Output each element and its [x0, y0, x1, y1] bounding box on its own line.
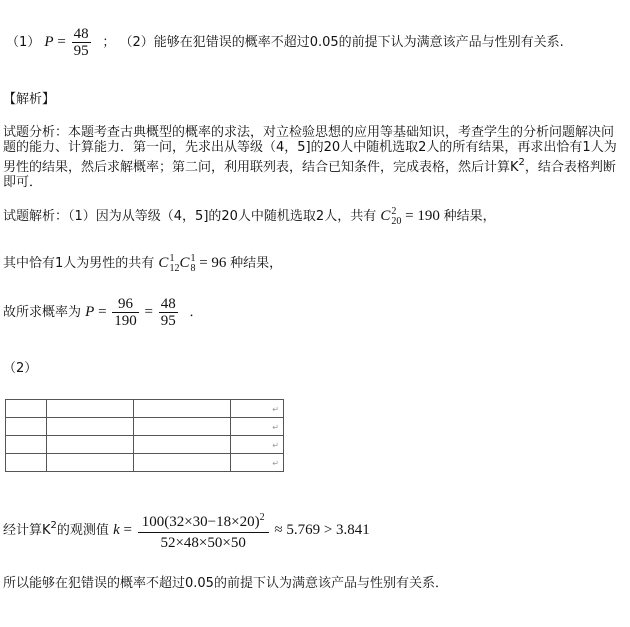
table-row [6, 400, 284, 418]
calculation-line: 经计算$K^2$的观测值 k = $\frac{100(32\times 30-18\times 20)^2}{52\times 48\times 50\times 50}$ ≈ 5.769 > 3.841 [3, 512, 370, 551]
contingency-table [5, 399, 284, 472]
solution-line-2: 其中恰有1人为男性的共有 C 1 12 C 1 8 = 96 种结果， [3, 252, 283, 274]
chi-square-fraction: $\frac{100(32\times 30-18\times 20)^2}{52\times 48\times 50\times 50}$ [138, 510, 269, 551]
part2-label: （2） [3, 361, 38, 376]
chi-square-formula: k = $\frac{100(32\times 30-18\times 20)^2}{52\times 48\times 50\times 50}$ ≈ 5.769 > 3.841 [113, 512, 370, 551]
answer-fraction: $\frac{48}{95}$ [73, 26, 89, 59]
paragraph-mark-icon: ↵ [272, 441, 279, 450]
probability-formula: P = $\frac{96}{190}$ = $\frac{48}{95}$ [85, 296, 176, 329]
table-row [6, 418, 284, 436]
table-row [6, 454, 284, 472]
answer-separator: ； [102, 34, 116, 50]
answer-line [6, 26, 564, 59]
analysis-heading: 【解析】 [3, 92, 56, 107]
analysis-paragraph: 试题分析：本题考查古典概型的概率的求法，对立检验思想的应用等基础知识，考查学生的分析问题解决问题的能力、计算能力．第一问，先求出从等级（4，5]的20人中随机选取2人的所有结果，再求出恰有1人为男性的结果，然后求解概率；第二问，利用联列表，结合已知条件，完成表格，然后计算$K^2$，结合表格判断即可． [3, 125, 617, 190]
solution-line-3: 故所求概率为 P = $\frac{96}{190}$ = $\frac{48}{95}$ ． [3, 296, 203, 329]
table-row [6, 436, 284, 454]
answer-part2: （2）能够在犯错误的概率不超过0.05的前提下认为满意该产品与性别有关系. [119, 34, 564, 50]
answer-part1-label: （1） [6, 34, 41, 50]
paragraph-mark-icon: ↵ [272, 405, 279, 414]
paragraph-mark-icon: ↵ [272, 459, 279, 468]
paragraph-mark-icon: ↵ [272, 423, 279, 432]
solution-line-1: 试题解析：（1）因为从等级（4，5]的20人中随机选取2人，共有 C 2 20 = 190 种结果， [3, 205, 496, 227]
k-letter: K [510, 160, 519, 175]
combination-c20-2: C 2 20 = 190 [380, 205, 440, 227]
combination-product: C 1 12 C 1 8 = 96 [158, 252, 227, 274]
conclusion-line: 所以能够在犯错误的概率不超过0.05的前提下认为满意该产品与性别有关系． [3, 576, 448, 591]
answer-formula: P = $\frac{48}{95}$ [44, 26, 89, 59]
